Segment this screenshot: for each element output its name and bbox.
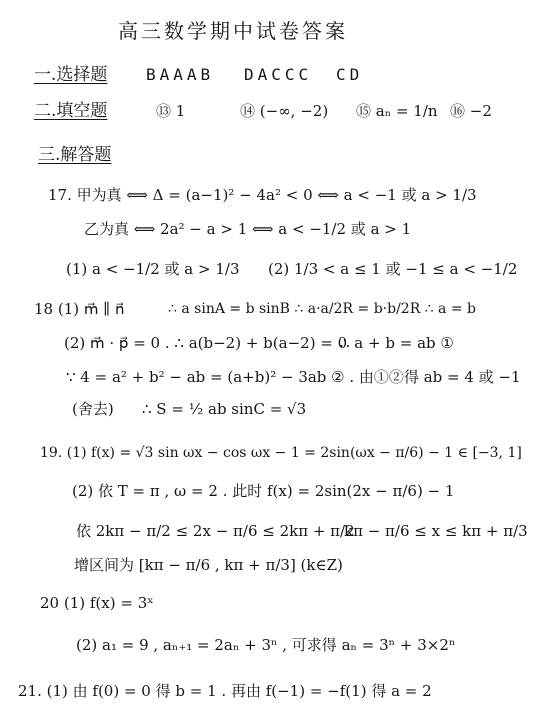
section-1-label: 一.选择题 <box>34 65 108 85</box>
q20-text-2: (2) a₁ = 9 , aₙ₊₁ = 2aₙ + 3ⁿ , 可求得 aₙ = 3ⁿ + 3×2ⁿ <box>76 636 456 654</box>
q18-text-4b: ∴ S = ½ ab sinC = √3 <box>142 400 307 418</box>
q20-line-2 <box>0 628 535 662</box>
section-1-line <box>0 58 535 92</box>
q18-text-2b: ∴ a + b = ab ① <box>340 334 454 352</box>
q18-text-2a: (2) m⃗ · p⃗ = 0 . ∴ a(b−2) + b(a−2) = 0 <box>64 334 348 352</box>
section-3-label: 三.解答题 <box>38 145 112 165</box>
q19-text-1: 19. (1) f(x) = √3 sin ωx − cos ωx − 1 = 2sin(ωx − π/6) − 1 ∈ [−3, 1] <box>40 445 522 461</box>
q18-text-1b: ∴ a sinA = b sinB ∴ a·a/2R = b·b/2R ∴ a = b <box>168 301 476 317</box>
fill-answer-16: ⑯ −2 <box>450 102 492 120</box>
q21-text-1: 21. (1) 由 f(0) = 0 得 b = 1 . 再由 f(−1) = −f(1) 得 a = 2 <box>18 682 432 700</box>
q19-line-4 <box>0 548 535 582</box>
q19-text-3b: kπ − π/6 ≤ x ≤ kπ + π/3 <box>344 522 528 540</box>
q18-text-4a: (舍去) <box>72 400 114 418</box>
q18-line-1 <box>0 292 535 326</box>
q17-part-2: (2) 1/3 < a ≤ 1 或 −1 ≤ a < −1/2 <box>268 260 518 278</box>
q18-line-3 <box>0 360 535 394</box>
choice-answers-2: DACCC <box>244 65 313 84</box>
q17-text-2: 乙为真 ⟺ 2a² − a > 1 ⟺ a < −1/2 或 a > 1 <box>84 220 412 238</box>
fill-answer-13: ⑬ 1 <box>156 102 186 120</box>
choice-answers-1: BAAAB <box>146 65 215 84</box>
q19-text-3a: 依 2kπ − π/2 ≤ 2x − π/6 ≤ 2kπ + π/2 <box>76 522 355 540</box>
q17-line-2 <box>0 212 535 246</box>
section-2-label: 二.填空题 <box>34 101 108 121</box>
q19-text-2: (2) 依 T = π , ω = 2 . 此时 f(x) = 2sin(2x − π/6) − 1 <box>72 482 455 500</box>
q20-text-1: 20 (1) f(x) = 3ˣ <box>40 594 154 612</box>
q19-line-2 <box>0 474 535 508</box>
page-title: 高三数学期中试卷答案 <box>118 19 348 43</box>
fill-answer-14: ⑭ (−∞, −2) <box>240 102 329 120</box>
q20-line-1 <box>0 586 535 620</box>
q17-text-1: 17. 甲为真 ⟺ Δ = (a−1)² − 4a² < 0 ⟺ a < −1 或 a > 1/3 <box>48 186 477 204</box>
section-2-line <box>0 94 535 128</box>
fill-answer-15: ⑮ aₙ = 1/n <box>356 102 438 120</box>
q18-line-2 <box>0 326 535 360</box>
title-line <box>0 14 535 48</box>
q18-line-4 <box>0 392 535 426</box>
choice-answers-3: CD <box>336 65 364 84</box>
q17-line-3 <box>0 252 535 286</box>
q18-text-3: ∵ 4 = a² + b² − ab = (a+b)² − 3ab ② . 由①②得 ab = 4 或 −1 <box>66 368 521 386</box>
q19-line-1 <box>0 436 535 470</box>
q19-text-4: 增区间为 [kπ − π/6 , kπ + π/3] (k∈Z) <box>74 556 343 574</box>
q17-line-1 <box>0 178 535 212</box>
section-3-line <box>0 138 535 172</box>
q19-line-3 <box>0 514 535 548</box>
q21-line-1 <box>0 674 535 708</box>
q18-text-1a: 18 (1) m⃗ ∥ n⃗ <box>34 300 125 318</box>
q17-part-1: (1) a < −1/2 或 a > 1/3 <box>66 260 240 278</box>
